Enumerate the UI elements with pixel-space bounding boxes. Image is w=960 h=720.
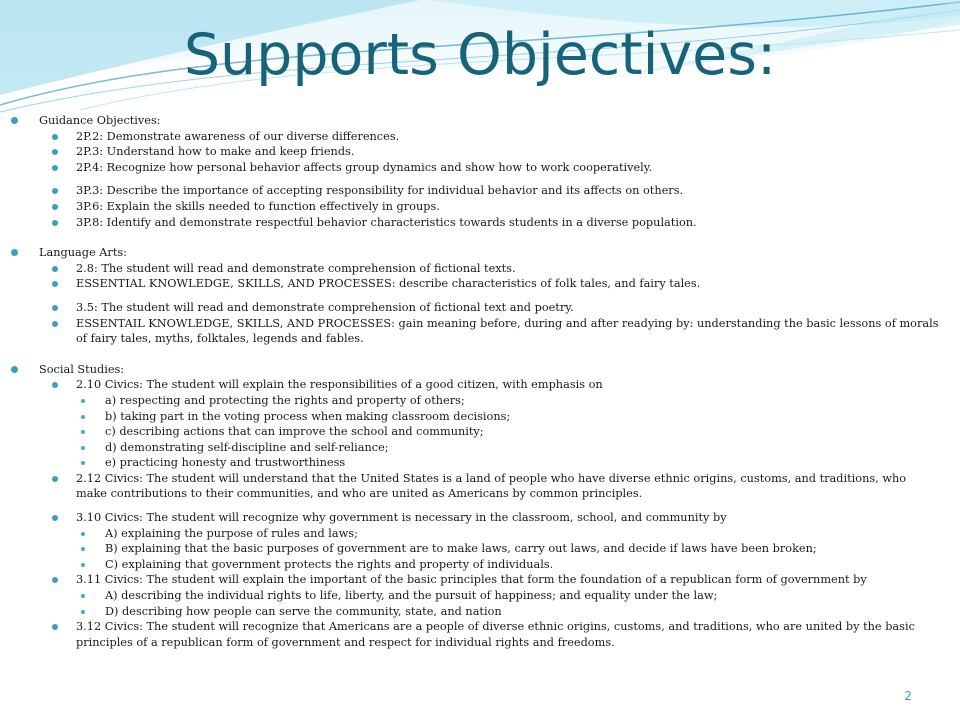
objective-text: C) explaining that government protects the rights and property of individuals. xyxy=(105,557,554,571)
objective-subitem xyxy=(10,526,940,542)
objective-section xyxy=(10,245,940,347)
bullet-icon xyxy=(81,430,85,434)
bullet-icon xyxy=(52,321,58,327)
bullet-icon xyxy=(81,563,85,567)
bullet-icon xyxy=(11,249,18,256)
bullet-icon xyxy=(52,305,58,311)
bullet-icon xyxy=(52,266,58,272)
bullet-icon xyxy=(81,547,85,551)
objective-subitem xyxy=(10,541,940,557)
objective-text: B) explaining that the basic purposes of government are to make laws, carry out laws, and decide if laws have been broken; xyxy=(105,542,817,556)
spacer xyxy=(10,292,940,300)
objective-item xyxy=(10,377,940,393)
objective-item xyxy=(10,183,940,199)
bullet-icon xyxy=(81,532,85,536)
objective-subitem xyxy=(10,455,940,471)
section-heading-text: Guidance Objectives: xyxy=(39,114,161,127)
objective-subitem xyxy=(10,557,940,573)
objective-item xyxy=(10,276,940,292)
section-heading xyxy=(10,245,940,261)
objective-text: 3.10 Civics: The student will recognize why government is necessary in the classroom, school, and community by xyxy=(76,511,727,525)
bullet-icon xyxy=(52,149,58,155)
objective-text: c) describing actions that can improve the school and community; xyxy=(105,425,484,439)
objective-text: 2P.2: Demonstrate awareness of our diverse differences. xyxy=(76,129,400,143)
objective-subitem xyxy=(10,588,940,604)
objective-subitem xyxy=(10,393,940,409)
section-heading xyxy=(10,113,940,129)
bullet-icon xyxy=(81,610,85,614)
bullet-icon xyxy=(81,399,85,403)
bullet-icon xyxy=(52,515,58,521)
bullet-icon xyxy=(81,446,85,450)
bullet-icon xyxy=(52,134,58,140)
objective-item xyxy=(10,144,940,160)
objective-text: a) respecting and protecting the rights and property of others; xyxy=(105,393,465,407)
objective-text: 2.8: The student will read and demonstrate comprehension of fictional texts. xyxy=(76,261,516,275)
objective-item xyxy=(10,471,940,502)
spacer xyxy=(10,502,940,510)
objectives-content xyxy=(10,113,940,665)
objective-section xyxy=(10,113,940,230)
bullet-icon xyxy=(52,165,58,171)
objective-text: A) explaining the purpose of rules and laws; xyxy=(105,526,358,540)
objective-text: ESSENTAIL KNOWLEDGE, SKILLS, AND PROCESSES: gain meaning before, during and after readying by: understanding the basic lessons of morals of fairy tales, myths, folktales, legends and fables. xyxy=(76,316,939,346)
bullet-icon xyxy=(52,220,58,226)
spacer xyxy=(10,175,940,183)
bullet-icon xyxy=(52,281,58,287)
objective-text: D) describing how people can serve the community, state, and nation xyxy=(105,604,502,618)
section-heading-text: Social Studies: xyxy=(39,362,125,376)
objective-text: ESSENTIAL KNOWLEDGE, SKILLS, AND PROCESSES: describe characteristics of folk tales, and fairy tales. xyxy=(76,277,701,291)
bullet-icon xyxy=(81,461,85,465)
section-heading xyxy=(10,362,940,378)
objective-text: 2.12 Civics: The student will understand that the United States is a land of people who have diverse ethnic origins, customs, and traditions, who make contributions to their communities, and who are united as Americans by common principles. xyxy=(76,471,907,501)
objective-subitem xyxy=(10,604,940,620)
bullet-icon xyxy=(52,577,58,583)
objective-item xyxy=(10,572,940,588)
objective-text: d) demonstrating self-discipline and self-reliance; xyxy=(105,440,389,454)
objective-subitem xyxy=(10,440,940,456)
bullet-icon xyxy=(81,594,85,598)
objective-text: 2P.4: Recognize how personal behavior affects group dynamics and show how to work cooperatively. xyxy=(76,160,653,174)
objective-text: A) describing the individual rights to life, liberty, and the pursuit of happiness; and equality under the law; xyxy=(105,589,718,603)
objective-item xyxy=(10,261,940,277)
bullet-icon xyxy=(52,382,58,388)
page-number: 2 xyxy=(904,689,912,703)
objective-text: b) taking part in the voting process when making classroom decisions; xyxy=(105,409,511,423)
objective-text: 2P.3: Understand how to make and keep friends. xyxy=(76,145,355,159)
objective-subitem xyxy=(10,409,940,425)
objective-item xyxy=(10,619,940,650)
bullet-icon xyxy=(81,415,85,419)
objective-item xyxy=(10,316,940,347)
bullet-icon xyxy=(52,188,58,194)
objective-text: 3.12 Civics: The student will recognize that Americans are a people of diverse ethnic origins, customs, and traditions, who are united by the basic principles of a republican form of government and respect for individual rights and freedoms. xyxy=(76,620,915,649)
objective-text: 2.10 Civics: The student will explain the responsibilities of a good citizen, with emphasis on xyxy=(76,378,603,392)
objective-item xyxy=(10,510,940,526)
objective-text: 3P.8: Identify and demonstrate respectful behavior characteristics towards students in a diverse population. xyxy=(76,215,697,229)
objective-item xyxy=(10,215,940,231)
objective-item xyxy=(10,300,940,316)
bullet-icon xyxy=(52,476,58,482)
objective-text: 3P.6: Explain the skills needed to function effectively in groups. xyxy=(76,199,440,213)
objective-item xyxy=(10,129,940,145)
objective-subitem xyxy=(10,424,940,440)
bullet-icon xyxy=(11,366,18,373)
objective-text: e) practicing honesty and trustworthiness xyxy=(105,456,346,470)
section-heading-text: Language Arts: xyxy=(39,246,127,260)
objective-text: 3.5: The student will read and demonstrate comprehension of fictional text and poetry. xyxy=(76,300,574,314)
objective-text: 3P.3: Describe the importance of accepting responsibility for individual behavior and its affects on others. xyxy=(76,184,684,198)
bullet-icon xyxy=(52,624,58,630)
bullet-icon xyxy=(11,117,18,124)
objective-text: 3.11 Civics: The student will explain the important of the basic principles that form the foundation of a republican form of government by xyxy=(76,573,867,587)
objective-item xyxy=(10,160,940,176)
slide-title: Supports Objectives: xyxy=(183,22,777,88)
bullet-icon xyxy=(52,204,58,210)
objective-section xyxy=(10,362,940,651)
objective-item xyxy=(10,199,940,215)
